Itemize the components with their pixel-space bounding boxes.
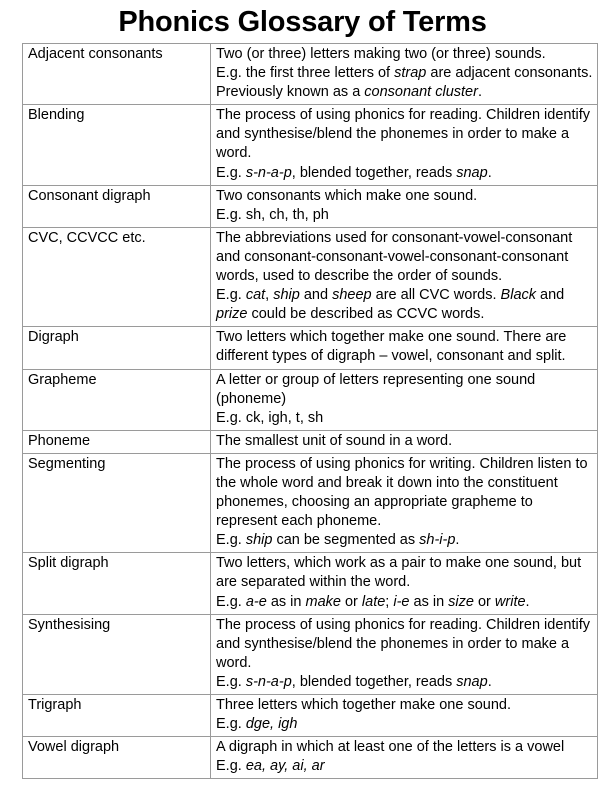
definition-text: E.g. the first three letters of (216, 65, 395, 82)
emphasised-example: consonant cluster (364, 84, 478, 101)
glossary-definition (211, 44, 598, 105)
emphasised-example: sh-i-p (419, 532, 456, 549)
definition-line (216, 531, 593, 550)
emphasised-example: snap (456, 164, 488, 181)
table-row (23, 227, 598, 326)
glossary-definition (211, 553, 598, 614)
glossary-definition (211, 695, 598, 737)
emphasised-example: Black (500, 287, 537, 304)
definition-text: E.g. (216, 593, 246, 610)
glossary-term: Synthesising (23, 614, 211, 694)
glossary-term: CVC, CCVCC etc. (23, 227, 211, 326)
table-row (23, 737, 598, 779)
glossary-term: Segmenting (23, 453, 211, 552)
glossary-table-body (23, 44, 598, 779)
definition-text: Two consonants which make one sound. (216, 187, 478, 204)
definition-line (216, 328, 593, 366)
definition-line (216, 229, 593, 286)
emphasised-example: snap (456, 673, 488, 690)
glossary-definition (211, 327, 598, 369)
definition-text: E.g. (216, 758, 246, 775)
definition-text: The process of using phonics for reading. Children identify and synthesise/blend the phonemes in order to make a word. (216, 107, 590, 162)
table-row (23, 614, 598, 694)
glossary-definition (211, 737, 598, 779)
definition-line (216, 455, 593, 531)
table-row (23, 369, 598, 430)
definition-text: and (536, 287, 565, 304)
table-row (23, 430, 598, 453)
emphasised-example: ea, ay, ai, ar (245, 758, 325, 775)
definition-text: . (487, 164, 492, 181)
glossary-definition (211, 453, 598, 552)
emphasised-example: ship (273, 287, 300, 304)
definition-line (216, 106, 593, 163)
glossary-definition (211, 227, 598, 326)
definition-line (216, 738, 593, 757)
emphasised-example: dge, igh (245, 716, 298, 733)
table-row (23, 105, 598, 185)
definition-line (216, 593, 593, 612)
definition-text: E.g. (216, 716, 246, 733)
definition-line (216, 432, 593, 451)
glossary-term: Trigraph (23, 695, 211, 737)
glossary-term: Vowel digraph (23, 737, 211, 779)
glossary-term: Blending (23, 105, 211, 185)
glossary-term: Consonant digraph (23, 185, 211, 227)
definition-text: , (265, 287, 274, 304)
definition-text: as in (409, 593, 449, 610)
emphasised-example: i-e (393, 593, 410, 610)
definition-line (216, 206, 593, 225)
definition-text: Two letters, which work as a pair to make one sound, but are separated within the word. (216, 555, 582, 591)
definition-text: Previously known as a (216, 84, 365, 101)
glossary-term: Digraph (23, 327, 211, 369)
glossary-term: Split digraph (23, 553, 211, 614)
emphasised-example: late (361, 593, 386, 610)
definition-line (216, 696, 593, 715)
definition-line (216, 616, 593, 673)
definition-line (216, 409, 593, 428)
emphasised-example: strap (394, 65, 427, 82)
definition-text: The abbreviations used for consonant-vowel-consonant and consonant-consonant-vowel-consonant-consonant words, used to describe the order of sounds. (216, 229, 573, 285)
page-title: Phonics Glossary of Terms (118, 6, 487, 38)
emphasised-example: size (448, 593, 474, 610)
definition-line (216, 164, 593, 183)
definition-line (216, 673, 593, 692)
definition-text: A digraph in which at least one of the letters is a vowel (216, 739, 565, 756)
glossary-definition (211, 430, 598, 453)
definition-text: The process of using phonics for writing. Children listen to the whole word and break it down into the constituent phonemes, choosing an appropriate grapheme to represent each phoneme. (216, 455, 588, 530)
glossary-definition (211, 614, 598, 694)
definition-text: . (525, 593, 530, 610)
definition-text: . (477, 84, 482, 101)
definition-text: E.g. (216, 287, 246, 304)
definition-text: E.g. (216, 164, 246, 181)
definition-text: and (299, 287, 333, 304)
definition-text: . (455, 532, 460, 549)
definition-text: E.g. ck, igh, t, sh (216, 409, 324, 426)
definition-text: or (340, 593, 362, 610)
definition-text: , blended together, reads (291, 673, 457, 690)
definition-line (216, 83, 593, 102)
table-row (23, 44, 598, 105)
definition-line (216, 715, 593, 734)
definition-text: are all CVC words. (371, 287, 501, 304)
definition-line (216, 187, 593, 206)
emphasised-example: sheep (332, 287, 372, 304)
emphasised-example: ship (245, 532, 273, 549)
glossary-term: Phoneme (23, 430, 211, 453)
definition-text: . (487, 673, 492, 690)
definition-text: are adjacent consonants. (426, 65, 593, 82)
definition-line (216, 757, 593, 776)
definition-text: ; (385, 593, 394, 610)
definition-text: Two letters which together make one sound. There are different types of digraph – vowel, consonant and split. (216, 329, 567, 365)
definition-line (216, 64, 593, 83)
definition-text: or (473, 593, 495, 610)
glossary-definition (211, 369, 598, 430)
definition-line (216, 286, 593, 324)
definition-text: The smallest unit of sound in a word. (216, 432, 453, 449)
glossary-term: Adjacent consonants (23, 44, 211, 105)
definition-text: could be described as CCVC words. (247, 306, 485, 323)
emphasised-example: write (494, 593, 526, 610)
glossary-definition (211, 185, 598, 227)
definition-text: E.g. (216, 673, 246, 690)
definition-text: A letter or group of letters representing one sound (phoneme) (216, 371, 536, 407)
glossary-definition (211, 105, 598, 185)
emphasised-example: make (305, 593, 341, 610)
table-row (23, 453, 598, 552)
table-row (23, 695, 598, 737)
definition-text: Three letters which together make one sound. (216, 697, 511, 713)
emphasised-example: prize (216, 306, 248, 323)
definition-text: The process of using phonics for reading. Children identify and synthesise/blend the phonemes in order to make a word. (216, 616, 590, 671)
emphasised-example: cat (245, 287, 266, 304)
table-row (23, 327, 598, 369)
definition-line (216, 371, 593, 409)
definition-text: , blended together, reads (291, 164, 457, 181)
definition-text: can be segmented as (272, 532, 420, 549)
table-row (23, 553, 598, 614)
emphasised-example: s-n-a-p (245, 673, 292, 690)
glossary-term: Grapheme (23, 369, 211, 430)
emphasised-example: a-e (245, 593, 267, 610)
emphasised-example: s-n-a-p (245, 164, 292, 181)
definition-line (216, 45, 593, 64)
glossary-table (22, 43, 598, 779)
definition-text: as in (266, 593, 306, 610)
table-row (23, 185, 598, 227)
definition-text: E.g. (216, 532, 246, 549)
definition-line (216, 554, 593, 592)
definition-text: E.g. sh, ch, th, ph (216, 206, 329, 223)
definition-text: Two (or three) letters making two (or three) sounds. (216, 46, 546, 62)
